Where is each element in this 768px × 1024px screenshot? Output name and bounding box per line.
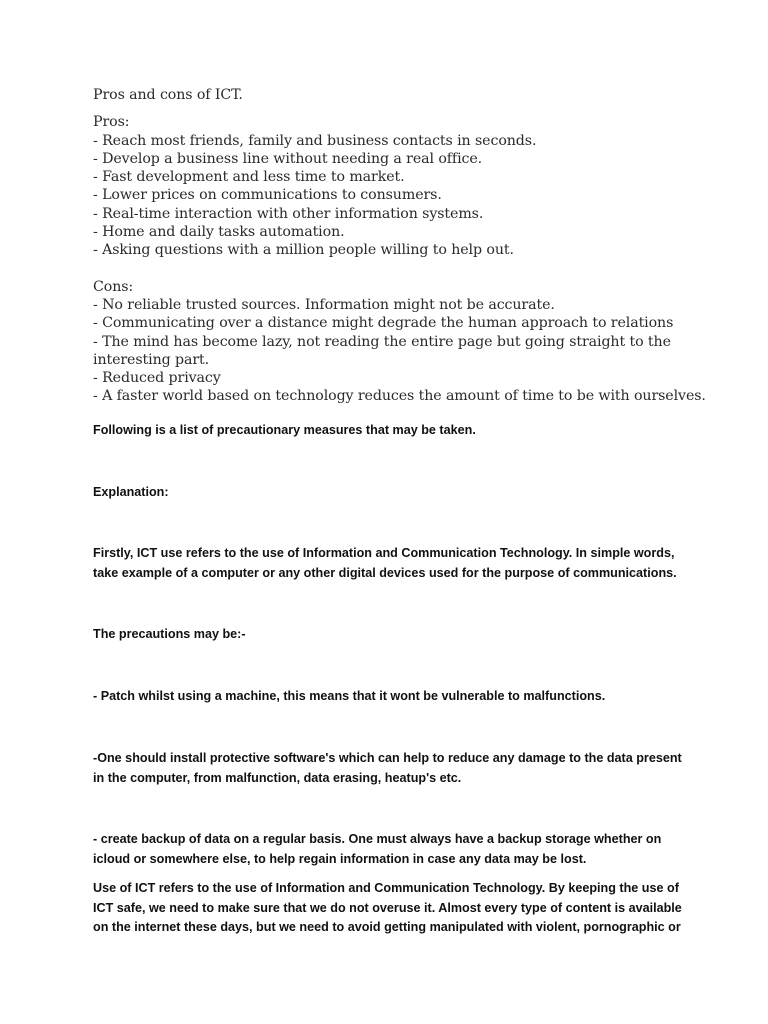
paragraph-line: Use of ICT refers to the use of Information and Communication Technology. By keeping the use of [93, 881, 679, 895]
pros-heading: Pros: [93, 114, 130, 131]
paragraph-line: Firstly, ICT use refers to the use of Information and Communication Technology. In simple words, [93, 546, 675, 560]
precautions-heading: The precautions may be:- [93, 627, 246, 641]
pros-item: - Asking questions with a million people willing to help out. [93, 242, 514, 259]
precaution-item-3 [93, 830, 683, 869]
paragraph-line: - Patch whilst using a machine, this means that it wont be vulnerable to malfunctions. [93, 689, 606, 703]
precaution-item-1 [93, 687, 683, 707]
cons-item: - The mind has become lazy, not reading the entire page but going straight to the [93, 333, 671, 350]
pros-cons-section [93, 86, 706, 406]
paragraph-line: icloud or somewhere else, to help regain information in case any data may be lost. [93, 851, 587, 866]
cons-item: interesting part. [93, 351, 210, 368]
pros-item: - Develop a business line without needing a real office. [93, 150, 483, 167]
cons-item: - A faster world based on technology reduces the amount of time to be with ourselves. [93, 388, 706, 405]
intro-text: Following is a list of precautionary measures that may be taken. [93, 423, 476, 437]
paragraph-line: on the internet these days, but we need to avoid getting manipulated with violent, pornographic or [93, 920, 681, 934]
paragraph-line: ICT safe, we need to make sure that we do not overuse it. Almost every type of content is available [93, 900, 682, 915]
pros-item: - Real-time interaction with other information systems. [93, 205, 484, 222]
cons-item: - Communicating over a distance might degrade the human approach to relations [93, 315, 674, 332]
paragraph-line: - create backup of data on a regular basis. One must always have a backup storage whether on [93, 832, 662, 846]
explanation-heading: Explanation: [93, 485, 169, 499]
pros-item: - Fast development and less time to market. [93, 169, 405, 186]
document-title: Pros and cons of ICT. [93, 87, 243, 103]
pros-item: - Lower prices on communications to consumers. [93, 187, 442, 204]
paragraph-line: in the computer, from malfunction, data erasing, heatup's etc. [93, 770, 462, 785]
paragraph-line: -One should install protective software's which can help to reduce any damage to the data present [93, 751, 682, 765]
precaution-item-2 [93, 749, 683, 788]
closing-paragraph [93, 879, 683, 938]
precautions-heading-block [93, 625, 683, 645]
cons-heading: Cons: [93, 278, 134, 295]
pros-item: - Reach most friends, family and business contacts in seconds. [93, 132, 537, 149]
pros-item: - Home and daily tasks automation. [93, 224, 345, 241]
paragraph-line: take example of a computer or any other digital devices used for the purpose of communications. [93, 565, 677, 580]
cons-item: - Reduced privacy [93, 370, 221, 387]
intro-paragraph [93, 421, 683, 441]
explanation-paragraph [93, 544, 683, 583]
explanation-heading-block [93, 483, 683, 503]
cons-item: - No reliable trusted sources. Information might not be accurate. [93, 296, 555, 313]
